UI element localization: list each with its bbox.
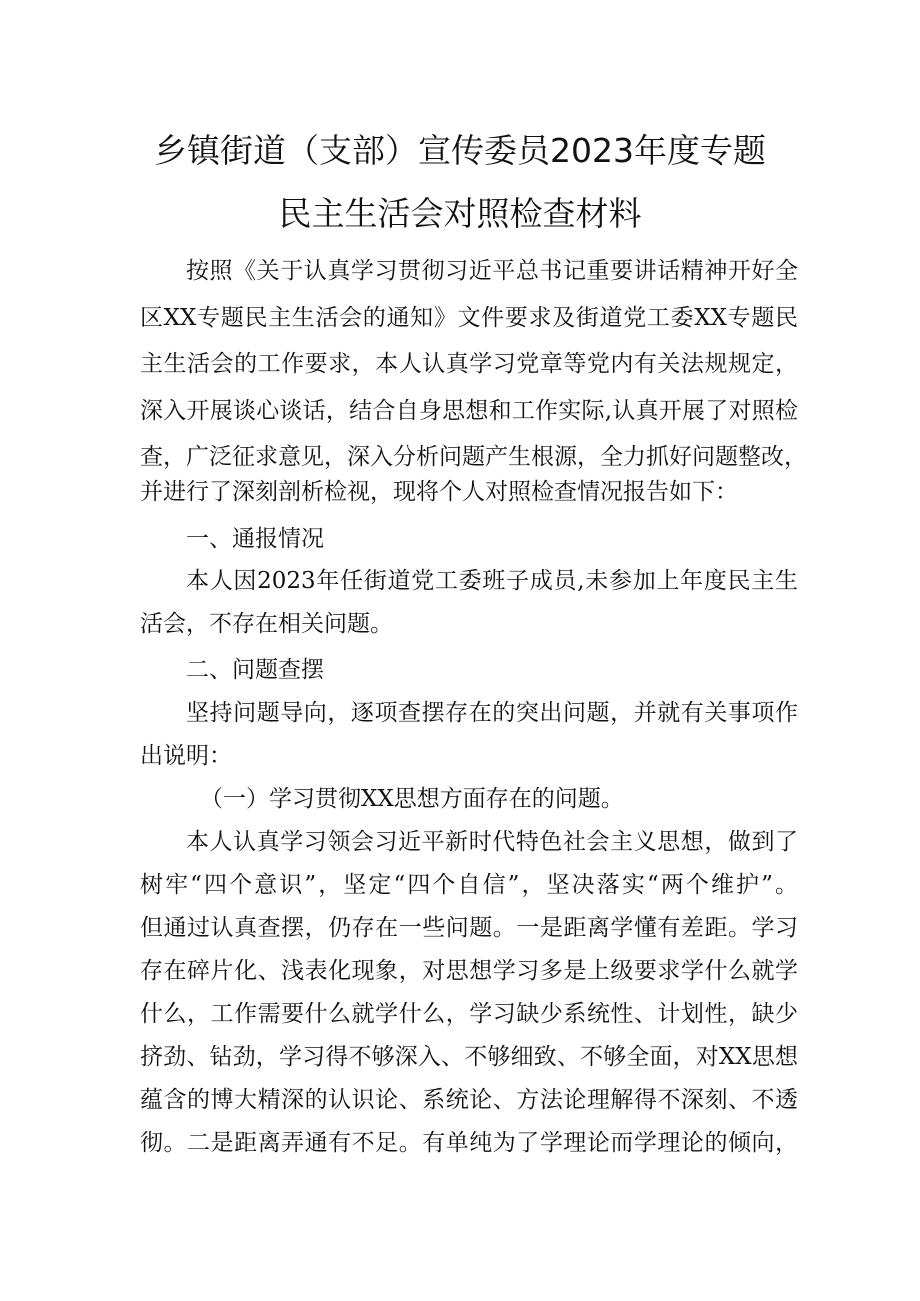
section2-line-2: 出说明：: [140, 743, 232, 769]
section2-line-1: 坚持问题导向，逐项查摆存在的突出问题，并就有关事项作: [186, 700, 798, 726]
body-line-4: 存在碎片化、浅表化现象，对思想学习多是上级要求学什么就学: [140, 958, 798, 984]
body-line-6: 挤劲、钻劲，学习得不够深入、不够细致、不够全面，对XX思想: [140, 1044, 798, 1070]
section1-line-1: 本人因2023年任街道党工委班子成员,未参加上年度民主生: [186, 568, 798, 594]
body-line-7: 蕴含的博大精深的认识论、系统论、方法论理解得不深刻、不透: [140, 1087, 798, 1113]
section-heading-problems: 二、问题查摆: [186, 657, 324, 683]
document-title-line-2: 民主生活会对照检查材料: [278, 194, 642, 233]
intro-line-2: 区XX专题民主生活会的通知》文件要求及街道党工委XX专题民: [140, 305, 798, 331]
intro-line-5: 查，广泛征求意见，深入分析问题产生根源，全力抓好问题整改，: [140, 444, 807, 470]
body-line-2: 树牢“四个意识”，坚定“四个自信”，坚决落实“两个维护”。: [140, 872, 798, 898]
intro-line-1: 按照《关于认真学习贯彻习近平总书记重要讲话精神开好全: [186, 258, 798, 284]
intro-line-6: 并进行了深刻剖析检视，现将个人对照检查情况报告如下：: [140, 479, 738, 505]
document-title-line-1: 乡镇街道（支部）宣传委员2023年度专题: [154, 131, 766, 170]
subsection-heading-1: （一）学习贯彻XX思想方面存在的问题。: [200, 786, 624, 812]
section1-line-2: 活会，不存在相关问题。: [140, 611, 393, 637]
body-line-5: 什么，工作需要什么就学什么，学习缺少系统性、计划性，缺少: [140, 1001, 798, 1027]
body-line-8: 彻。二是距离弄通有不足。有单纯为了学理论而学理论的倾向，: [140, 1130, 798, 1156]
intro-line-4: 深入开展谈心谈话，结合自身思想和工作实际,认真开展了对照检: [140, 398, 798, 424]
intro-line-3: 主生活会的工作要求，本人认真学习党章等党内有关法规规定，: [140, 351, 798, 377]
body-line-3: 但通过认真查摆，仍存在一些问题。一是距离学懂有差距。学习: [140, 915, 798, 941]
body-line-1: 本人认真学习领会习近平新时代特色社会主义思想，做到了: [186, 829, 798, 855]
section-heading-report: 一、通报情况: [186, 526, 324, 552]
